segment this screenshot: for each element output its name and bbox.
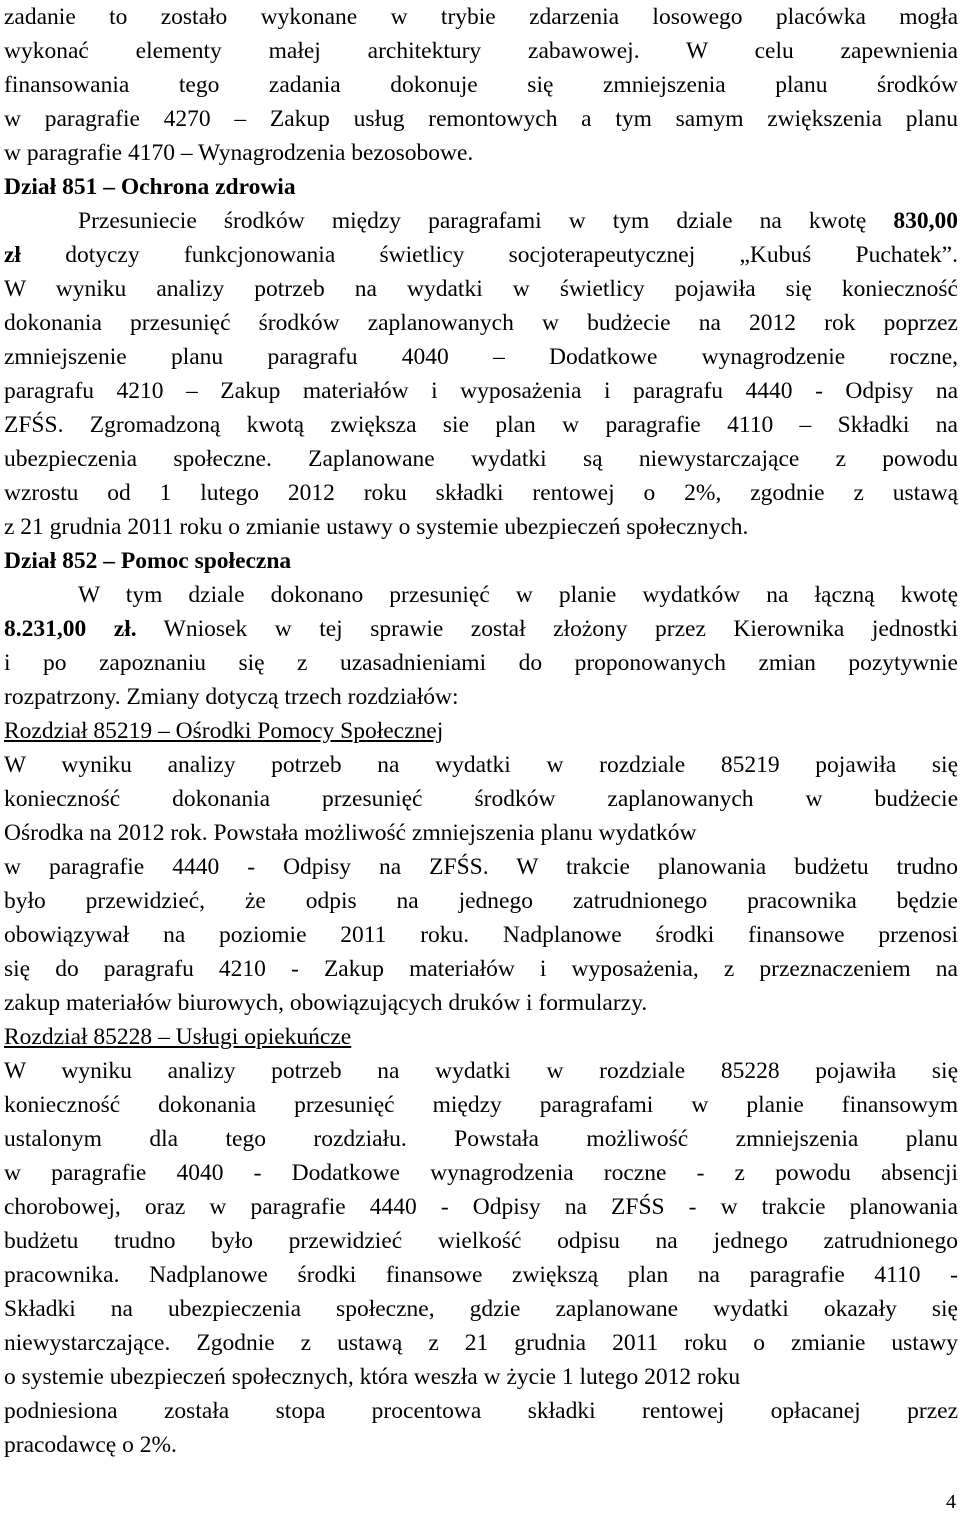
text-line: dokonania przesunięć środków zaplanowanych w budżecie na 2012 rok poprzez [4, 310, 958, 336]
section-851 [4, 170, 958, 544]
chapter-85228 [4, 1020, 958, 1462]
text-line: ZFŚS. Zgromadzoną kwotą zwiększa sie plan w paragrafie 4110 – Składki na [4, 412, 958, 438]
text-line: budżetu trudno było przewidzieć wielkość odpisu na jednego zatrudnionego [4, 1228, 958, 1254]
document-page [4, 0, 958, 1462]
text-line: o systemie ubezpieczeń społecznych, która weszła w życie 1 lutego 2012 roku [4, 1364, 741, 1390]
section-heading: Dział 851 – Ochrona zdrowia [4, 174, 296, 200]
text-line: i po zapoznaniu się z uzasadnieniami do proponowanych zmian pozytywnie [4, 650, 958, 676]
text-line: konieczność dokonania przesunięć środków zaplanowanych w budżecie [4, 786, 958, 812]
text-line: konieczność dokonania przesunięć między paragrafami w planie finansowym [4, 1092, 958, 1118]
text-line: pracodawcę o 2%. [4, 1432, 177, 1458]
text-line: się do paragrafu 4210 - Zakup materiałów i wyposażenia, z przeznaczeniem na [4, 956, 958, 982]
amount: 8.231,00 zł. [4, 616, 137, 642]
text-line: w paragrafie 4170 – Wynagrodzenia bezosobowe. [4, 140, 474, 166]
text-span: Przesuniecie środków między paragrafami w tym dziale na kwotę [78, 208, 894, 234]
text-line: ubezpieczenia społeczne. Zaplanowane wydatki są niewystarczające z powodu [4, 446, 958, 472]
text-line [4, 612, 958, 646]
text-line: rozpatrzony. Zmiany dotyczą trzech rozdziałów: [4, 684, 459, 710]
text-line: W wyniku analizy potrzeb na wydatki w rozdziale 85219 pojawiła się [4, 752, 958, 778]
amount: 830,00 [893, 208, 958, 234]
text-line: ustalonym dla tego rozdziału. Powstała możliwość zmniejszenia planu [4, 1126, 958, 1152]
text-line: z 21 grudnia 2011 roku o zmianie ustawy o systemie ubezpieczeń społecznych. [4, 514, 749, 540]
section-852 [4, 544, 958, 714]
intro-paragraph [4, 0, 958, 170]
page-number: 4 [946, 1491, 956, 1513]
text-line: podniesiona została stopa procentowa składki rentowej opłacanej przez [4, 1398, 958, 1424]
text-line: zakup materiałów biurowych, obowiązujących druków i formularzy. [4, 990, 648, 1016]
text-line: chorobowej, oraz w paragrafie 4440 - Odpisy na ZFŚS - w trakcie planowania [4, 1194, 958, 1220]
text-line: finansowania tego zadania dokonuje się zmniejszenia planu środków [4, 72, 958, 98]
text-line: pracownika. Nadplanowe środki finansowe zwiększą plan na paragrafie 4110 - [4, 1262, 958, 1288]
text-line: Składki na ubezpieczenia społeczne, gdzie zaplanowane wydatki okazały się [4, 1296, 958, 1322]
text-line: wykonać elementy małej architektury zabawowej. W celu zapewnienia [4, 38, 958, 64]
text-line: było przewidzieć, że odpis na jednego zatrudnionego pracownika będzie [4, 888, 958, 914]
text-line: zadanie to zostało wykonane w trybie zdarzenia losowego placówka mogła [4, 4, 958, 30]
chapter-85219 [4, 714, 958, 1020]
text-line: W wyniku analizy potrzeb na wydatki w świetlicy pojawiła się konieczność [4, 276, 958, 302]
text-line: w paragrafie 4040 - Dodatkowe wynagrodzenia roczne - z powodu absencji [4, 1160, 958, 1186]
text-line: w paragrafie 4440 - Odpisy na ZFŚS. W trakcie planowania budżetu trudno [4, 854, 958, 880]
text-line [4, 204, 958, 238]
text-line: W wyniku analizy potrzeb na wydatki w rozdziale 85228 pojawiła się [4, 1058, 958, 1084]
text-span: Wniosek w tej sprawie został złożony przez Kierownika jednostki [136, 616, 958, 642]
text-line: paragrafu 4210 – Zakup materiałów i wyposażenia i paragrafu 4440 - Odpisy na [4, 378, 958, 404]
section-heading: Dział 852 – Pomoc społeczna [4, 548, 292, 574]
text-line [4, 238, 958, 272]
text-line: w paragrafie 4270 – Zakup usług remontowych a tym samym zwiększenia planu [4, 106, 958, 132]
chapter-heading: Rozdział 85219 – Ośrodki Pomocy Społecznej [4, 718, 444, 744]
chapter-heading: Rozdział 85228 – Usługi opiekuńcze [4, 1024, 352, 1050]
text-line: zmniejszenie planu paragrafu 4040 – Dodatkowe wynagrodzenie roczne, [4, 344, 958, 370]
text-span: dotyczy funkcjonowania świetlicy socjoterapeutycznej „Kubuś Puchatek”. [20, 242, 958, 268]
text-line: wzrostu od 1 lutego 2012 roku składki rentowej o 2%, zgodnie z ustawą [4, 480, 958, 506]
text-line: obowiązywał na poziomie 2011 roku. Nadplanowe środki finansowe przenosi [4, 922, 958, 948]
text-line: Ośrodka na 2012 rok. Powstała możliwość zmniejszenia planu wydatków [4, 820, 697, 846]
text-line: W tym dziale dokonano przesunięć w planie wydatków na łączną kwotę [78, 582, 958, 608]
text-line: niewystarczające. Zgodnie z ustawą z 21 grudnia 2011 roku o zmianie ustawy [4, 1330, 958, 1356]
currency: zł [4, 242, 21, 268]
